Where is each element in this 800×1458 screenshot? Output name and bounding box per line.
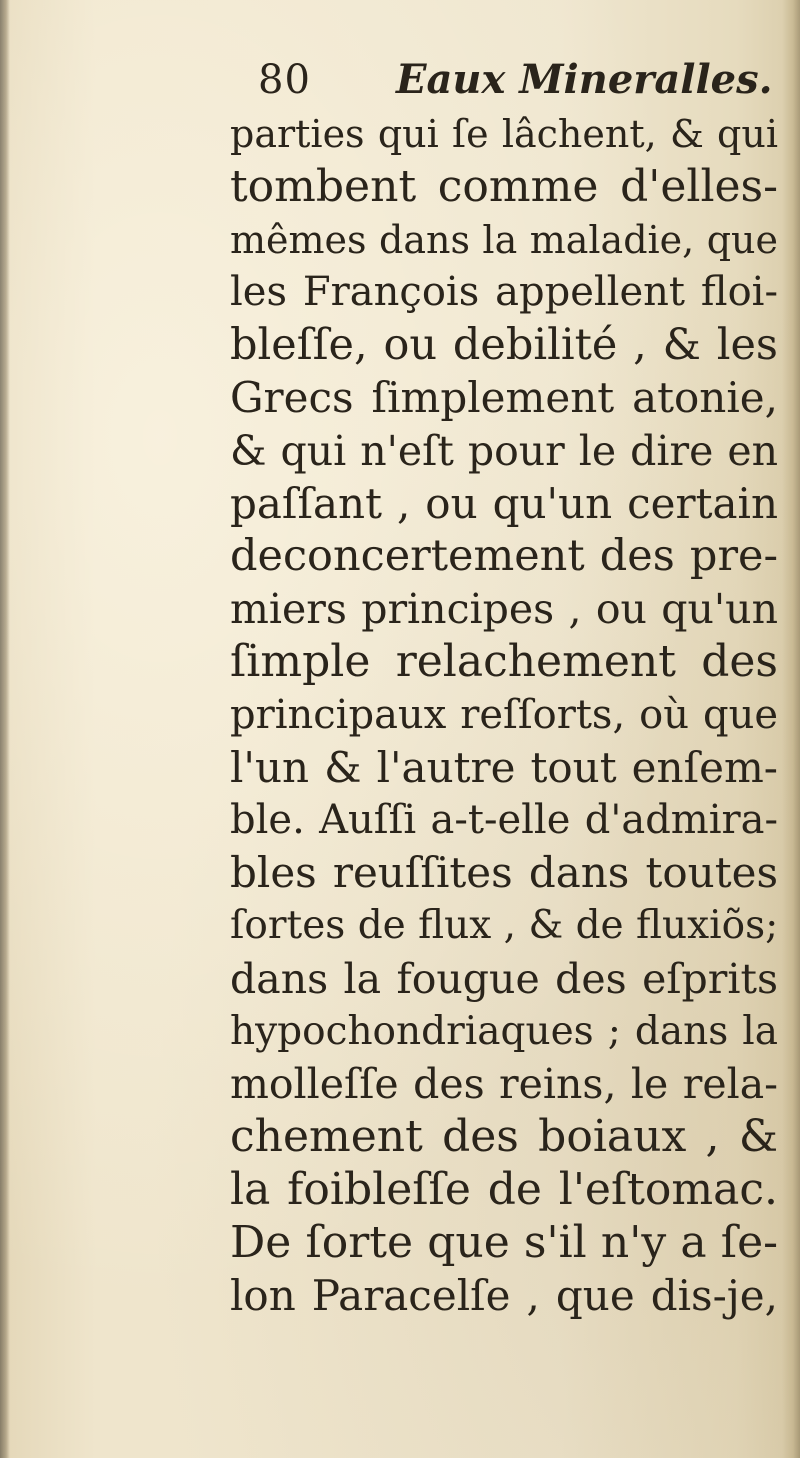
text-line: Grecs ſimplement atonie,	[230, 372, 778, 422]
text-line: De ſorte que s'il n'y a ſe-	[230, 1216, 778, 1268]
text-line: lon Paracelſe , que dis-je,	[230, 1270, 778, 1320]
binding-gutter-shadow	[0, 0, 10, 1458]
text-line: tombent comme d'elles-	[230, 160, 778, 212]
text-line: hypochondriaques ; dans la	[230, 1008, 778, 1054]
page-header	[258, 50, 778, 110]
text-line: ble. Auſſi a-t-elle d'admira-	[230, 797, 778, 844]
text-line: principaux reſſorts, où que	[230, 691, 778, 738]
text-line: bles reuſſites dans toutes	[230, 848, 778, 898]
text-line: molleſſe des reins, le rela-	[230, 1060, 778, 1109]
text-line: chement des boiaux , &	[230, 1111, 778, 1163]
text-line: bleſſe, ou debilité , & les	[230, 320, 778, 371]
body-text	[230, 108, 778, 1322]
text-line: l'un & l'autre tout enſem-	[230, 742, 778, 792]
page-number: 80	[258, 57, 311, 103]
text-line: la foibleſſe de l'eſtomac.	[230, 1163, 778, 1215]
text-line: dans la fougue des eſprits	[230, 954, 778, 1003]
text-line: parties qui ſe lâchent, & qui	[230, 112, 778, 156]
running-title: Eaux Mineralles.	[396, 56, 773, 103]
text-line: mêmes dans la maladie, que	[230, 217, 778, 262]
text-line: les François appellent floi-	[230, 269, 778, 316]
text-line: deconcertement des pre-	[230, 531, 778, 582]
text-line: & qui n'eſt pour le dire en	[230, 426, 778, 475]
text-line: miers principes , ou qu'un	[230, 585, 778, 634]
text-line: paſſant , ou qu'un certain	[230, 478, 778, 528]
text-line: ſimple relachement des	[230, 635, 778, 687]
page-edge-shadow	[782, 0, 800, 1458]
text-line: ſortes de flux , & de fluxiõs;	[230, 902, 778, 948]
